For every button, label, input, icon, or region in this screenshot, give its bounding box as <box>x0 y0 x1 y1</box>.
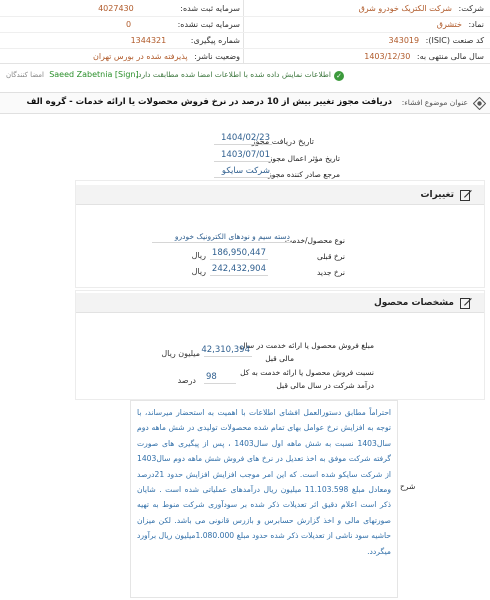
new-rate-value: 242,432,904 <box>211 264 266 274</box>
sales-label-line2: مالی قبل <box>265 354 294 363</box>
new-rate-label: نرخ جدید <box>316 268 345 277</box>
diamond-bullet-icon <box>473 97 486 110</box>
changes-panel-header <box>76 185 484 205</box>
registered-capital-value: 4027430 <box>98 4 134 13</box>
prev-rate-unit: ریال <box>191 251 206 260</box>
changes-title: تغییرات <box>420 190 454 200</box>
sales-label-line1: مبلغ فروش محصول یا ارائه خدمت در سال <box>240 341 374 350</box>
header-row-line <box>0 16 490 17</box>
description-box <box>130 400 398 598</box>
verification-text: اطلاعات نمایش داده شده با اطلاعات امضا شده مطابقت دارد. <box>135 70 331 79</box>
symbol-label: نماد: <box>468 20 484 29</box>
issuer-label: مرجع صادر کننده مجوز <box>268 170 340 179</box>
edit-icon <box>460 297 472 309</box>
tracking-value: 1344321 <box>130 36 167 45</box>
company-info-header <box>0 0 490 64</box>
product-label: نوع محصول/خدمت <box>285 236 345 245</box>
signers <box>6 68 139 82</box>
sales-unit: میلیون ریال <box>161 349 200 358</box>
tracking-row <box>131 33 240 48</box>
status-row <box>93 49 240 64</box>
verification-row <box>0 66 490 84</box>
description-label: شرح <box>400 482 416 491</box>
effective-date-value: 1403/07/01 <box>214 150 272 162</box>
product-specs-header <box>76 293 484 313</box>
registered-capital-row <box>98 1 240 16</box>
issuer-value: شرکت سایکو <box>214 166 272 178</box>
new-rate-unit: ریال <box>191 267 206 276</box>
status-value: پذیرفته شده در بورس تهران <box>92 52 188 61</box>
page-title: دریافت مجوز تغییر بیش از 10 درصد در نرخ فروش محصولات یا ارائه خدمات - گروه الف <box>26 97 392 107</box>
isic-label: کد صنعت (ISIC): <box>425 36 484 45</box>
ratio-unit: درصد <box>177 376 196 385</box>
fiscal-row <box>364 49 484 64</box>
unregistered-capital-label: سرمایه ثبت نشده: <box>177 20 240 29</box>
prev-rate-value: 186,950,447 <box>211 248 266 258</box>
signer-name-link[interactable]: Saeed Zabetnia [Sign] <box>49 70 139 79</box>
company-label: شرکت: <box>458 4 484 13</box>
company-row <box>359 1 484 16</box>
company-value[interactable]: شرکت الکتریک خودرو شرق <box>358 4 452 13</box>
isic-value: 343019 <box>388 36 420 45</box>
fiscal-value: 1403/12/30 <box>364 52 411 61</box>
ratio-label-line1: نسبت فروش محصول یا ارائه خدمت به کل <box>240 368 374 377</box>
symbol-row <box>437 17 484 32</box>
signers-label: امضا کنندگان <box>6 71 44 79</box>
receipt-date-value: 1404/02/23 <box>214 133 272 145</box>
receipt-date-label: تاریخ دریافت مجوز <box>251 137 314 146</box>
registered-capital-label: سرمایه ثبت شده: <box>180 4 240 13</box>
isic-row <box>389 33 484 48</box>
description-text: احتراماً مطابق دستورالعمل افشای اطلاعات با اهمیت به استحضار میرساند، با توجه به افزایش نرخ عوامل بهای تمام شده محصولات تولیدی در شش ماهه دوم سال1403 نسبت به شش ماهه اول سال1403 ، پس از پیگیری های صورت گرفته شرکت موفق به اخذ تعدیل در نرخ های فروش شش ماهه دوم سال1403 از شرکت سایکو شده است. که این امر موجب افزایش افزایش حدود 21درصد ومعادل مبلغ 11.103.598 میلیون ریال درآمدهای عملیاتی شده است . شایان ذکر است اعلام دقیق اثر تعدیلات ذکر شده بر سودآوری شرکت منوط به تهیه صورتهای مالی و اخذ گزارش حسابرس و بازرس قانونی می باشد. لکن میزان حاشیه سود ناشی از تعدیلات ذکر شده حدود مبلغ 1.080.000میلیون ریال برآورد میگردد. <box>137 408 392 556</box>
product-specs-title: مشخصات محصول <box>373 298 454 308</box>
unregistered-capital-value: 0 <box>125 20 132 29</box>
symbol-value[interactable]: ختشرق <box>436 20 462 29</box>
verification-notice <box>136 68 344 82</box>
tracking-label: شماره پیگیری: <box>190 36 240 45</box>
check-circle-icon: ✓ <box>334 71 344 81</box>
prev-rate-label: نرخ قبلی <box>316 252 345 261</box>
unregistered-capital-row <box>126 17 240 32</box>
effective-date-label: تاریخ مؤثر اعمال مجوز <box>268 154 340 163</box>
title-label: عنوان موضوع افشاء: <box>401 98 468 107</box>
status-label: وضعیت ناشر: <box>194 52 240 61</box>
ratio-label-line2: درآمد شرکت در سال مالی قبل <box>276 381 374 390</box>
product-value: دسته سیم و نودهای الکترونیک خودرو <box>152 232 292 243</box>
disclosure-title-bar <box>0 92 490 114</box>
ratio-value: 98 <box>204 372 236 384</box>
sales-value: 42,310,394 <box>201 345 250 355</box>
fiscal-label: سال مالی منتهی به: <box>416 52 484 61</box>
edit-icon <box>460 189 472 201</box>
